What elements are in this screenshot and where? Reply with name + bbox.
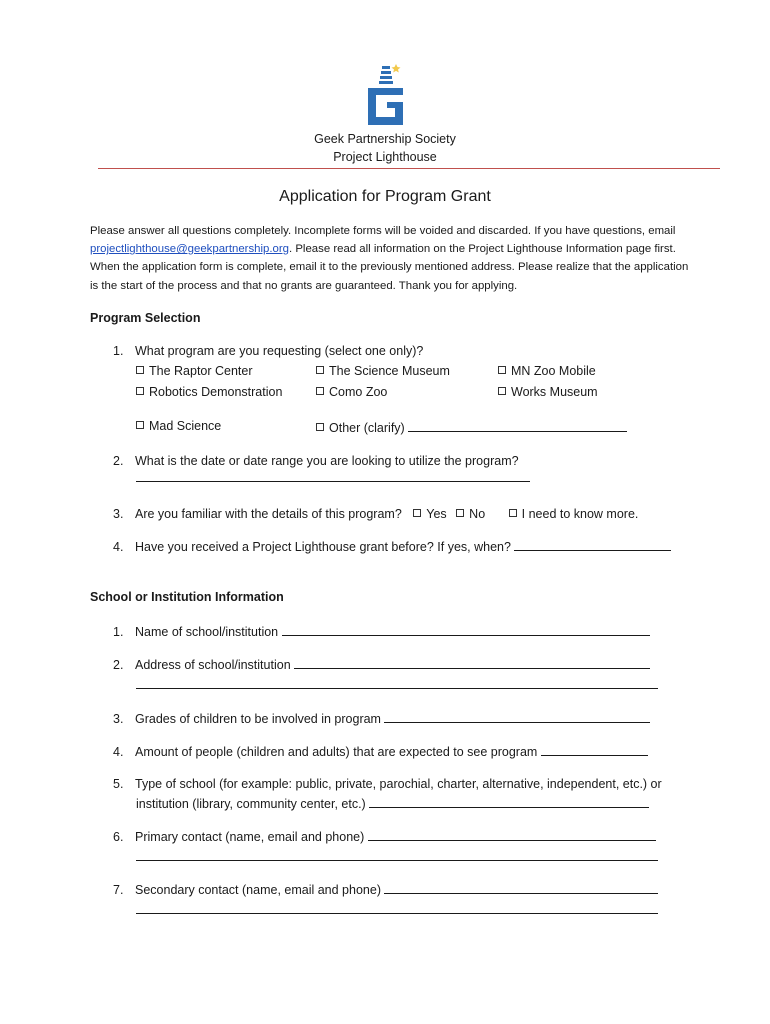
question-program	[113, 341, 423, 361]
option-label: I need to know more.	[521, 507, 639, 521]
option-label: No	[469, 507, 486, 521]
lighthouse-g-logo-icon	[365, 62, 407, 128]
question-text: Secondary contact (name, email and phone)	[135, 883, 381, 897]
question-number: 3.	[113, 712, 124, 726]
option-mad-science[interactable]	[136, 419, 221, 433]
question-grades	[113, 709, 650, 729]
question-text: Name of school/institution	[135, 625, 279, 639]
secondary-contact-field-line2[interactable]	[136, 901, 658, 917]
program-name: Project Lighthouse	[333, 150, 437, 164]
question-school-address	[113, 655, 650, 675]
intro-text-2: . Please read all information on the Project Lighthouse Information page first. When the application form is complete, email it to the previously mentioned address. Please realize that the application is the start of the process and that no grants are guaranteed. Thank you for applying.	[90, 243, 689, 292]
checkbox-icon[interactable]	[413, 509, 421, 517]
option-other[interactable]	[316, 419, 627, 435]
intro-text-1: Please answer all questions completely. Incomplete forms will be voided and discarded. If you have questions, email	[90, 225, 676, 237]
option-robotics-demonstration[interactable]	[136, 385, 282, 399]
checkbox-icon[interactable]	[136, 366, 144, 374]
question-number: 2.	[113, 454, 124, 468]
option-yes[interactable]	[413, 504, 446, 524]
question-familiar	[113, 504, 638, 524]
checkbox-icon[interactable]	[136, 421, 144, 429]
question-number: 3.	[113, 507, 124, 521]
option-label: The Science Museum	[329, 364, 450, 378]
question-amount-of-people	[113, 742, 648, 762]
option-science-museum[interactable]	[316, 364, 450, 378]
question-number: 1.	[113, 625, 124, 639]
checkbox-icon[interactable]	[498, 387, 506, 395]
option-label: MN Zoo Mobile	[511, 364, 596, 378]
question-text: Amount of people (children and adults) that are expected to see program	[135, 745, 538, 759]
option-label: Works Museum	[511, 385, 598, 399]
header-divider	[98, 168, 720, 169]
question-school-type-line2	[136, 795, 649, 811]
question-number: 4.	[113, 745, 124, 759]
question-number: 7.	[113, 883, 124, 897]
question-text: Have you received a Project Lighthouse grant before? If yes, when?	[135, 540, 511, 554]
option-como-zoo[interactable]	[316, 385, 387, 399]
question-text: Grades of children to be involved in program	[135, 712, 381, 726]
question-text: What is the date or date range you are looking to utilize the program?	[135, 454, 519, 468]
primary-contact-field-line2[interactable]	[136, 848, 658, 864]
previous-grant-field[interactable]	[514, 538, 671, 551]
question-number: 1.	[113, 344, 124, 358]
question-number: 6.	[113, 830, 124, 844]
option-no[interactable]	[456, 504, 485, 524]
school-address-field[interactable]	[294, 656, 650, 669]
option-label: Mad Science	[149, 419, 222, 433]
amount-of-people-field[interactable]	[541, 743, 648, 756]
checkbox-icon[interactable]	[456, 509, 464, 517]
question-secondary-contact	[113, 880, 658, 900]
option-mn-zoo-mobile[interactable]	[498, 364, 596, 378]
question-number: 4.	[113, 540, 124, 554]
question-text-continued: institution (library, community center, etc.)	[136, 797, 366, 811]
question-text: Address of school/institution	[135, 658, 291, 672]
question-text: Primary contact (name, email and phone)	[135, 830, 365, 844]
question-date-range	[113, 451, 519, 471]
option-label: The Raptor Center	[149, 364, 253, 378]
grades-field[interactable]	[384, 710, 650, 723]
checkbox-icon[interactable]	[498, 366, 506, 374]
option-label: Other (clarify)	[329, 421, 405, 435]
option-label: Robotics Demonstration	[149, 385, 283, 399]
checkbox-icon[interactable]	[316, 423, 324, 431]
checkbox-icon[interactable]	[136, 387, 144, 395]
option-label: Como Zoo	[329, 385, 388, 399]
question-text: Type of school (for example: public, private, parochial, charter, alternative, independent, etc.) or	[135, 777, 662, 791]
checkbox-icon[interactable]	[509, 509, 517, 517]
question-school-name	[113, 622, 650, 642]
secondary-contact-field[interactable]	[384, 881, 658, 894]
school-address-field-line2[interactable]	[136, 676, 658, 692]
question-number: 5.	[113, 777, 124, 791]
intro-paragraph	[90, 222, 690, 295]
school-name-field[interactable]	[282, 623, 650, 636]
other-clarify-field[interactable]	[408, 419, 627, 432]
question-text: What program are you requesting (select one only)?	[135, 344, 424, 358]
section-heading-school-info: School or Institution Information	[90, 590, 284, 604]
option-need-more-info[interactable]	[509, 504, 639, 524]
school-type-field[interactable]	[369, 795, 649, 808]
checkbox-icon[interactable]	[316, 366, 324, 374]
org-name: Geek Partnership Society	[314, 132, 456, 146]
question-school-type	[113, 774, 662, 794]
date-range-field[interactable]	[136, 469, 530, 485]
checkbox-icon[interactable]	[316, 387, 324, 395]
page-title: Application for Program Grant	[279, 188, 491, 205]
question-primary-contact	[113, 827, 656, 847]
primary-contact-field[interactable]	[368, 828, 656, 841]
option-raptor-center[interactable]	[136, 364, 253, 378]
question-text: Are you familiar with the details of this program?	[135, 507, 402, 521]
option-works-museum[interactable]	[498, 385, 598, 399]
email-link[interactable]: projectlighthouse@geekpartnership.org	[90, 243, 289, 256]
question-number: 2.	[113, 658, 124, 672]
section-heading-program-selection: Program Selection	[90, 311, 201, 325]
question-previous-grant	[113, 537, 671, 557]
option-label: Yes	[426, 507, 447, 521]
